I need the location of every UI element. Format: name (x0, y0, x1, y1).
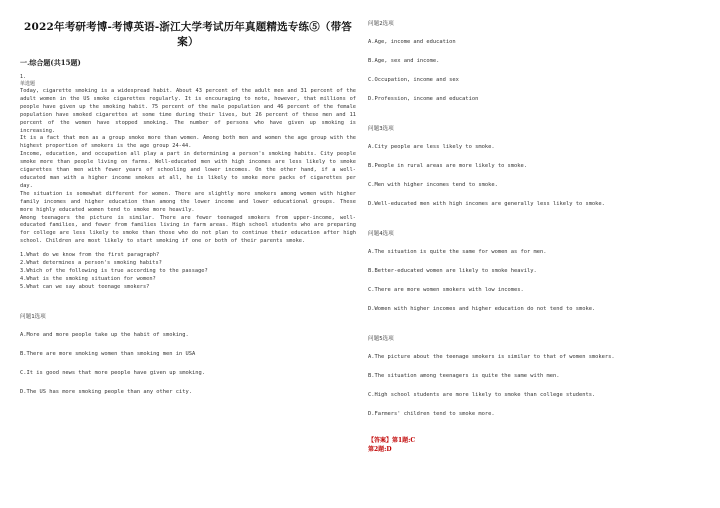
passage-paragraph: It is a fact that men as a group smoke more than women. Among both men and women the age group with the highest proportion of smokers is the age group 24-44. (20, 135, 356, 150)
option-b: B.People in rural areas are more likely to smoke. (368, 163, 528, 169)
right-column (368, 20, 708, 454)
option-a: A.The picture about the teenage smokers is similar to that of women smokers. (368, 354, 615, 360)
question-4-options (368, 230, 708, 313)
document-title: 2022年考研考博-考博英语-浙江大学考试历年真题精选专练⑤（带答案） (23, 21, 353, 48)
question-options-heading: 问题2选项 (368, 21, 394, 27)
option-d: D.Women with higher incomes and higher education do not tend to smoke. (368, 306, 596, 312)
option-d: D.Well-educated men with high incomes are generally less likely to smoke. (368, 201, 605, 207)
question-options-heading: 问题4选项 (368, 231, 394, 237)
option-d: D.The US has more smoking people than any other city. (20, 388, 193, 395)
question-1-options (20, 313, 356, 396)
option-b: B.Age, sex and income. (368, 58, 440, 64)
passage-paragraph: Today, cigarette smoking is a widespread habit. About 43 percent of the adult men and 31 percent of the adult women in the US smoke cigarettes regularly. It is encouraging to note, however, that millions of people have given up the smoking habit. 75 percent of the male population and 46 percent of the female population have smoked cigarettes at some time during their lives, but 26 percent of these men and 11 percent of the women have stopped smoking. The number of persons who have given up smoking is increasing. (20, 88, 356, 134)
question-options-heading: 问题3选项 (368, 126, 394, 132)
section-heading: 一.综合题(共15题) (20, 58, 81, 67)
question-item: 4.What is the smoking situation for women? (20, 275, 156, 282)
option-c: C.Occupation, income and sex (368, 77, 459, 83)
option-d: D.Farmers' children tend to smoke more. (368, 411, 495, 417)
item-type: 单选题 (20, 81, 36, 87)
option-b: B.Better-educated women are likely to smoke heavily. (368, 268, 537, 274)
answer-line: 【答案】第1题:C (368, 437, 416, 444)
option-c: C.High school students are more likely to smoke than college students. (368, 392, 596, 398)
question-list (20, 252, 356, 292)
option-b: B.The situation among teenagers is quite the same with men. (368, 373, 560, 379)
question-3-options (368, 125, 708, 208)
question-item: 1.What do we know from the first paragraph? (20, 252, 160, 259)
option-a: A.Age, income and education (368, 39, 456, 45)
question-options-heading: 问题5选项 (368, 336, 394, 342)
item-number: 1. (20, 74, 27, 80)
passage-paragraph: The situation is somewhat different for women. There are slightly more smokers among women with higher family incomes and higher education than among the lower income and lower educational groups. These more highly educated women tend to smoke more heavily. (20, 190, 356, 213)
answer-key (368, 436, 708, 454)
question-item: 5.What can we say about teenage smokers? (20, 283, 150, 290)
option-c: C.There are more women smokers with low incomes. (368, 287, 524, 293)
left-column (20, 20, 356, 407)
passage-paragraph: Among teenagers the picture is similar. There are fewer teenaged smokers from upper-income, well-educated families, and fewer from families living in farm areas. High school students who are preparing for college are less likely to smoke than those who do not plan to continue their education after high school. Children are most likely to start smoking if one or both of their parents smoke. (20, 214, 356, 245)
question-item: 2.What determines a person's smoking habits? (20, 260, 162, 267)
option-d: D.Profession, income and education (368, 96, 479, 102)
option-c: C.Men with higher incomes tend to smoke. (368, 182, 498, 188)
question-2-options (368, 20, 708, 103)
option-c: C.It is good news that more people have given up smoking. (20, 369, 205, 376)
option-a: A.More and more people take up the habit of smoking. (20, 331, 189, 338)
option-b: B.There are more smoking women than smoking men in USA (20, 350, 196, 357)
question-5-options (368, 335, 708, 418)
question-item: 3.Which of the following is true according to the passage? (20, 267, 208, 274)
reading-passage (20, 88, 356, 246)
answer-line: 第2题:D (368, 446, 392, 453)
option-a: A.The situation is quite the same for women as for men. (368, 249, 547, 255)
question-options-heading: 问题1选项 (20, 313, 46, 320)
option-a: A.City people are less likely to smoke. (368, 144, 495, 150)
passage-paragraph: Income, education, and occupation all play a part in determining a person's smoking habits. City people smoke more than people living on farms. Well-educated men with high incomes are less likely to smoke cigarettes than men with fewer years of schooling and lower incomes. On the other hand, if a well-educated man with a higher income smokes at all, he is likely to smoke more packs of cigarettes per day. (20, 151, 356, 189)
